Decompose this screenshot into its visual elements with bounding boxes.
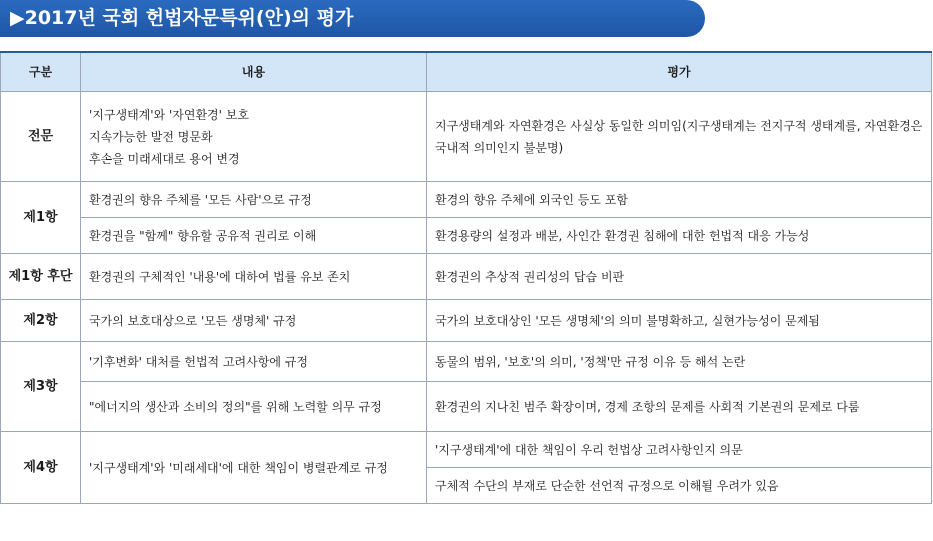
evaluation-cell: 환경권의 추상적 권리성의 답습 비판 bbox=[427, 254, 932, 300]
evaluation-cell: 동물의 범위, '보호'의 의미, '정책'만 규정 이유 등 해석 논란 bbox=[427, 342, 932, 382]
column-header-category: 구분 bbox=[1, 52, 81, 92]
content-line: 지속가능한 발전 명문화 bbox=[89, 129, 213, 144]
table-row bbox=[1, 382, 932, 432]
content-line: 후손을 미래세대로 용어 변경 bbox=[89, 151, 240, 166]
content-cell: 환경권의 향유 주체를 '모든 사람'으로 규정 bbox=[81, 182, 427, 218]
page-title: ▶2017년 국회 헌법자문특위(안)의 평가 bbox=[0, 0, 705, 37]
table-row bbox=[1, 432, 932, 468]
evaluation-cell: 구체적 수단의 부재로 단순한 선언적 규정으로 이해될 우려가 있음 bbox=[427, 468, 932, 504]
content-cell: 국가의 보호대상으로 '모든 생명체' 규정 bbox=[81, 300, 427, 342]
table-row bbox=[1, 300, 932, 342]
table-row bbox=[1, 218, 932, 254]
category-cell: 제2항 bbox=[1, 300, 81, 342]
evaluation-table bbox=[0, 51, 932, 504]
content-line: '지구생태계'와 '자연환경' 보호 bbox=[89, 107, 249, 122]
content-cell bbox=[81, 92, 427, 182]
content-cell: '지구생태계'와 '미래세대'에 대한 책임이 병렬관계로 규정 bbox=[81, 432, 427, 504]
table-row bbox=[1, 342, 932, 382]
table-row bbox=[1, 182, 932, 218]
category-cell: 제1항 후단 bbox=[1, 254, 81, 300]
table-header-row bbox=[1, 52, 932, 92]
content-cell: 환경권의 구체적인 '내용'에 대하여 법률 유보 존치 bbox=[81, 254, 427, 300]
column-header-evaluation: 평가 bbox=[427, 52, 932, 92]
evaluation-cell: 지구생태계와 자연환경은 사실상 동일한 의미임(지구생태계는 전지구적 생태계를, 자연환경은 국내적 의미인지 불분명) bbox=[427, 92, 932, 182]
table-row bbox=[1, 92, 932, 182]
column-header-content: 내용 bbox=[81, 52, 427, 92]
category-cell: 제4항 bbox=[1, 432, 81, 504]
evaluation-cell: '지구생태계'에 대한 책임이 우리 헌법상 고려사항인지 의문 bbox=[427, 432, 932, 468]
category-cell: 제1항 bbox=[1, 182, 81, 254]
evaluation-cell: 환경의 향유 주체에 외국인 등도 포함 bbox=[427, 182, 932, 218]
evaluation-cell: 국가의 보호대상인 '모든 생명체'의 의미 불명확하고, 실현가능성이 문제됨 bbox=[427, 300, 932, 342]
evaluation-cell: 환경권의 지나친 범주 확장이며, 경제 조항의 문제를 사회적 기본권의 문제로 다룸 bbox=[427, 382, 932, 432]
content-cell: 환경권을 "함께" 향유할 공유적 권리로 이해 bbox=[81, 218, 427, 254]
content-cell: '기후변화' 대처를 헌법적 고려사항에 규정 bbox=[81, 342, 427, 382]
category-cell: 전문 bbox=[1, 92, 81, 182]
content-cell: "에너지의 생산과 소비의 정의"를 위해 노력할 의무 규정 bbox=[81, 382, 427, 432]
category-cell: 제3항 bbox=[1, 342, 81, 432]
table-row bbox=[1, 254, 932, 300]
evaluation-cell: 환경용량의 설정과 배분, 사인간 환경권 침해에 대한 헌법적 대응 가능성 bbox=[427, 218, 932, 254]
